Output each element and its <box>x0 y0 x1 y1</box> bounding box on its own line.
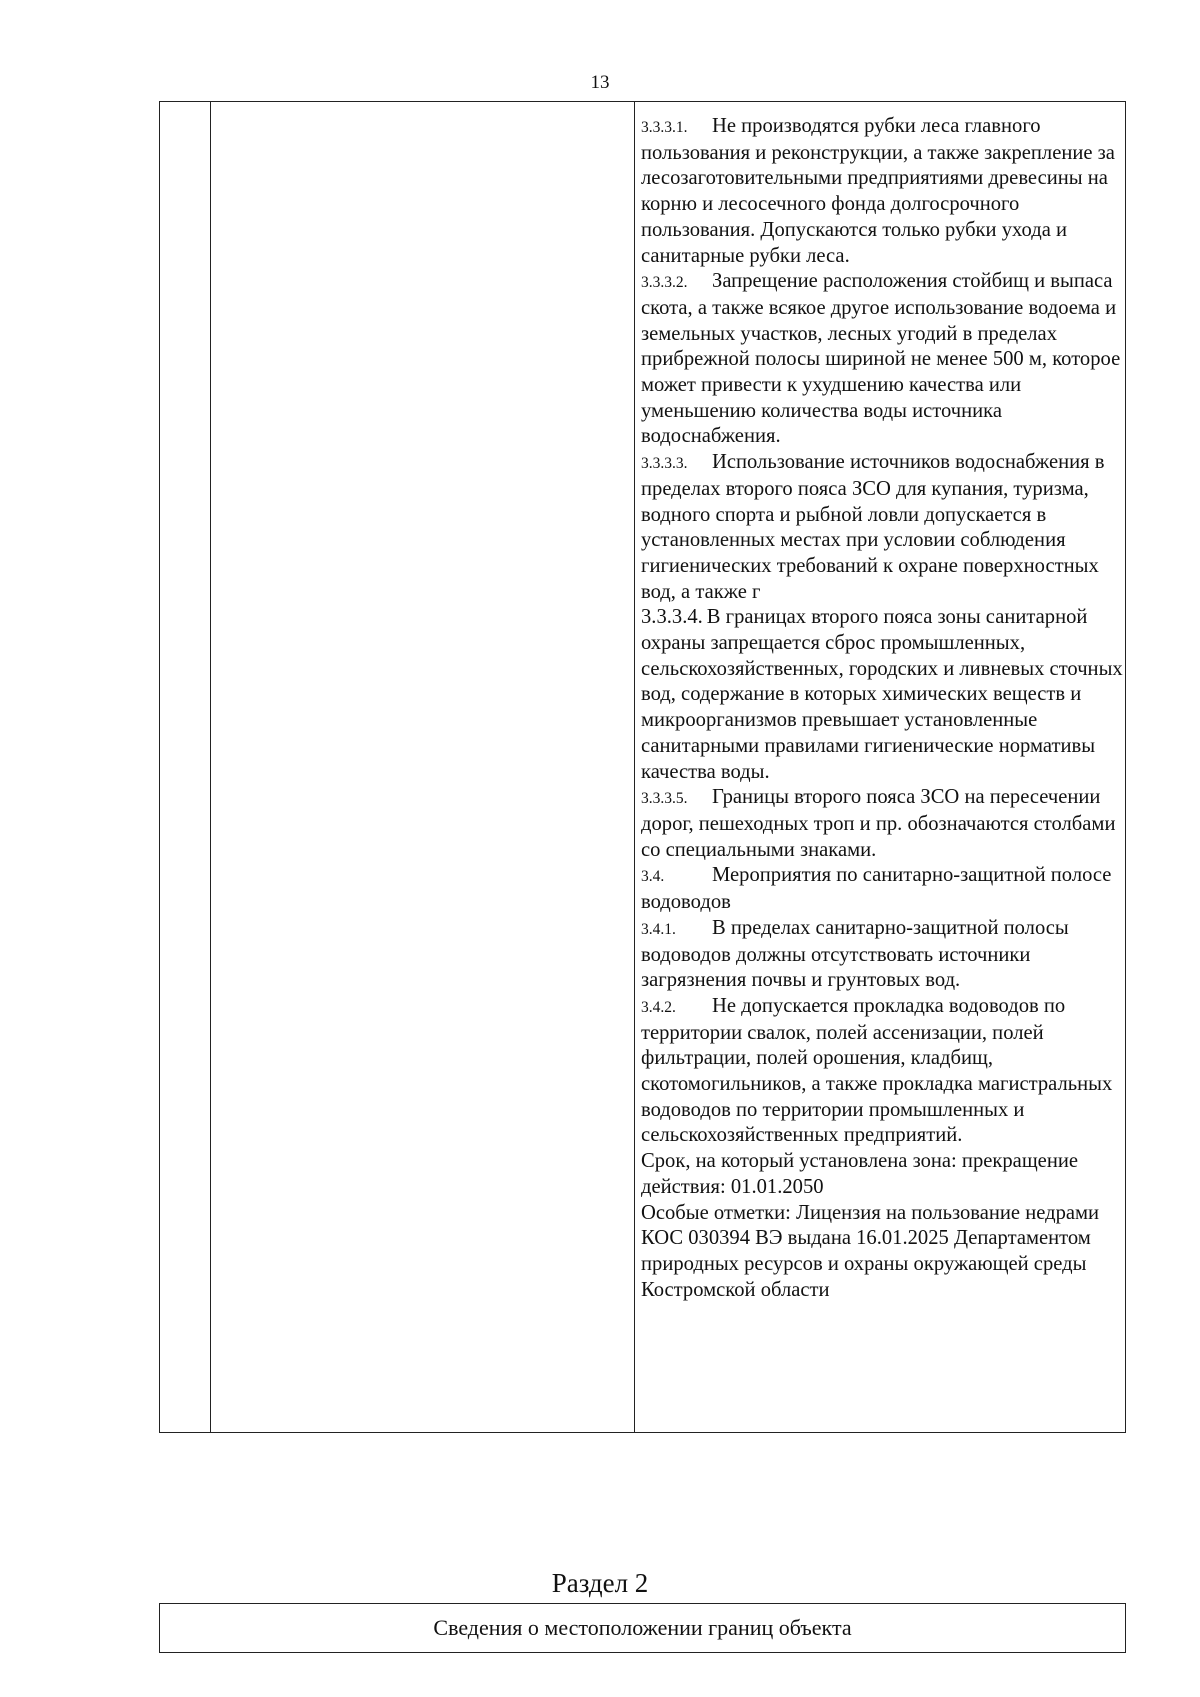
paragraph-text: Запрещение расположения стойбищ и выпаса скота, а также всякое другое использование водоема и земельных участков, лесных угодий в пределах прибрежной полосы шириной не менее 500 м, которое может привести к ухудшению качества или уменьшению количества воды источника водоснабжения. <box>641 270 1121 448</box>
paragraph-text: В границах второго пояса зоны санитарной охраны запрещается сброс промышленных, сельскохозяйственных, городских и ливневых сточных вод, содержание в которых химических веществ и микроорганизмов превышает установленные санитарными правилами гигиенические нормативы качества воды. <box>641 606 1123 783</box>
paragraph-number: 3.3.3.4. <box>641 606 703 629</box>
paragraph-3-3-3-1 <box>641 114 1123 269</box>
paragraph-text: Использование источников водоснабжения в пределах второго пояса ЗСО для купания, туризма, водного спорта и рыбной ловли допускается в установленных местах при условии соблюдения гигиенических требований к охране поверхностных вод, а также г <box>641 451 1105 603</box>
section-header-text: Сведения о местоположении границ объекта <box>433 1615 852 1640</box>
column-divider-2 <box>634 102 635 1432</box>
paragraph-3-4-2 <box>641 994 1123 1149</box>
paragraph-3-3-3-2 <box>641 269 1123 450</box>
paragraph-text: Мероприятия по санитарно-защитной полосе водоводов <box>641 864 1112 914</box>
paragraph-number: 3.3.3.1. <box>641 119 688 136</box>
paragraph-3-3-3-3 <box>641 450 1123 605</box>
description-cell <box>641 114 1123 1303</box>
section-title: Раздел 2 <box>551 1568 649 1598</box>
paragraph-number: 3.3.3.2. <box>641 274 688 292</box>
paragraph-3-3-3-4 <box>641 605 1123 785</box>
content-table <box>159 101 1126 1433</box>
paragraph-number: 3.4.2. <box>641 998 676 1016</box>
section-header-box <box>159 1603 1126 1653</box>
paragraph-text: Срок, на который установлена зона: прекращение действия: 01.01.2050 <box>641 1150 1079 1198</box>
paragraph-number: 3.3.3.5. <box>641 790 688 808</box>
paragraph-text: В пределах санитарно-защитной полосы водоводов должны отсутствовать источники загрязнения почвы и грунтовых вод. <box>641 916 1069 992</box>
paragraph-3-3-3-5 <box>641 785 1123 863</box>
zone-term <box>641 1149 1123 1200</box>
column-divider-1 <box>210 102 211 1432</box>
page-number: 13 <box>590 72 610 93</box>
paragraph-number: 3.4. <box>641 868 665 886</box>
special-notes <box>641 1201 1123 1304</box>
paragraph-number: 3.4.1. <box>641 920 676 938</box>
paragraph-text: Не производятся рубки леса главного пользования и реконструкции, а также закрепление за лесозаготовительными предприятиями древесины на корню и лесосечного фонда долгосрочного пользования. Допускаются только рубки ухода и санитарные рубки леса. <box>641 115 1115 267</box>
paragraph-3-4-1 <box>641 916 1123 994</box>
paragraph-text: Границы второго пояса ЗСО на пересечении дорог, пешеходных троп и пр. обозначаются столбами со специальными знаками. <box>641 786 1116 861</box>
paragraph-text: Особые отметки: Лицензия на пользование недрами КОС 030394 ВЭ выдана 16.01.2025 Департаментом природных ресурсов и охраны окружающей среды Костромской области <box>641 1201 1100 1301</box>
paragraph-number: 3.3.3.3. <box>641 455 688 473</box>
paragraph-3-4 <box>641 863 1123 915</box>
paragraph-text: Не допускается прокладка водоводов по территории свалок, полей ассенизации, полей фильтрации, полей орошения, кладбищ, скотомогильников, а также прокладка магистральных водоводов по территории промышленных и сельскохозяйственных предприятий. <box>641 994 1113 1147</box>
